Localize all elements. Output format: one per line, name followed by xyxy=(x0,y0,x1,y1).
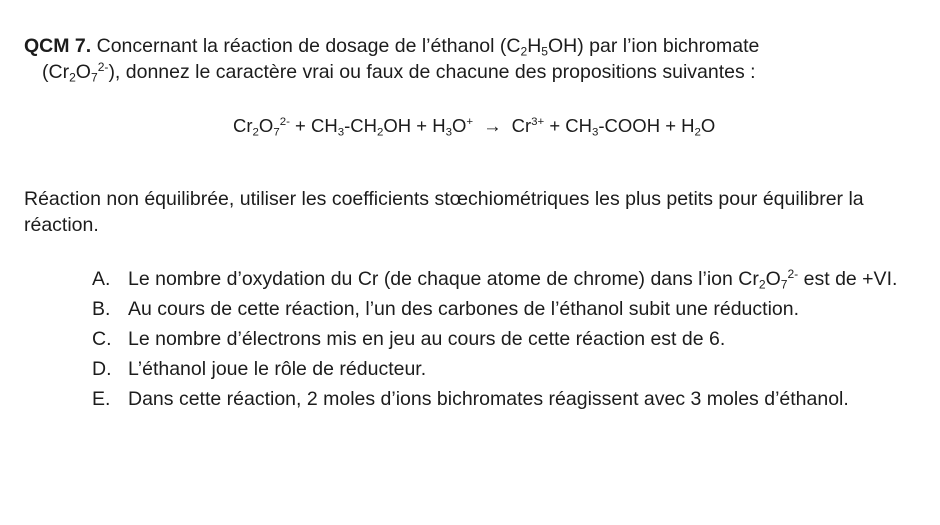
option-d-letter: D. xyxy=(92,358,112,380)
option-b xyxy=(92,296,900,322)
question-line-1: QCM 7. Concernant la réaction de dosage de l’éthanol $(C_2H_5OH)$ par l’ion bichromate xyxy=(24,35,760,59)
answer-options-list xyxy=(92,266,900,416)
option-d-text: L’éthanol joue le rôle de réducteur. xyxy=(128,358,427,380)
option-a-letter: A. xyxy=(92,268,111,290)
option-e-letter: E. xyxy=(92,388,111,410)
instruction-text: Réaction non équilibrée, utiliser les coefficients stœchiométriques les plus petits pour équilibrer la réaction. xyxy=(24,188,864,236)
option-e-text: Dans cette réaction, 2 moles d’ions bichromates réagissent avec 3 moles d’éthanol. xyxy=(128,388,849,410)
option-d xyxy=(92,356,900,382)
question-statement xyxy=(24,33,914,85)
option-a-text: Le nombre d’oxydation du Cr (de chaque atome de chrome) dans l’ion $Cr_2O_7^{2-}$ est de +VI. xyxy=(128,266,898,292)
question-line-2: $(Cr_2O_7^{2-})$, donnez le caractère vrai ou faux de chacune des propositions suivantes : xyxy=(42,59,756,85)
reaction-arrow-icon: → xyxy=(483,115,502,136)
question-number: QCM 7. xyxy=(24,35,92,57)
option-c-letter: C. xyxy=(92,328,112,350)
option-b-text: Au cours de cette réaction, l’un des carbones de l’éthanol subit une réduction. xyxy=(128,298,800,320)
option-a xyxy=(92,266,900,292)
option-e xyxy=(92,386,900,412)
option-c xyxy=(92,326,900,352)
reaction-equation: $Cr_2O_7^{2-} + CH_3-CH_2OH + H_3O^+ \to Cr^{3+}$ + $CH_3$-COOH + $H_2O$ xyxy=(233,115,716,139)
option-c-text: Le nombre d’électrons mis en jeu au cours de cette réaction est de 6. xyxy=(128,328,726,350)
option-b-letter: B. xyxy=(92,298,111,320)
